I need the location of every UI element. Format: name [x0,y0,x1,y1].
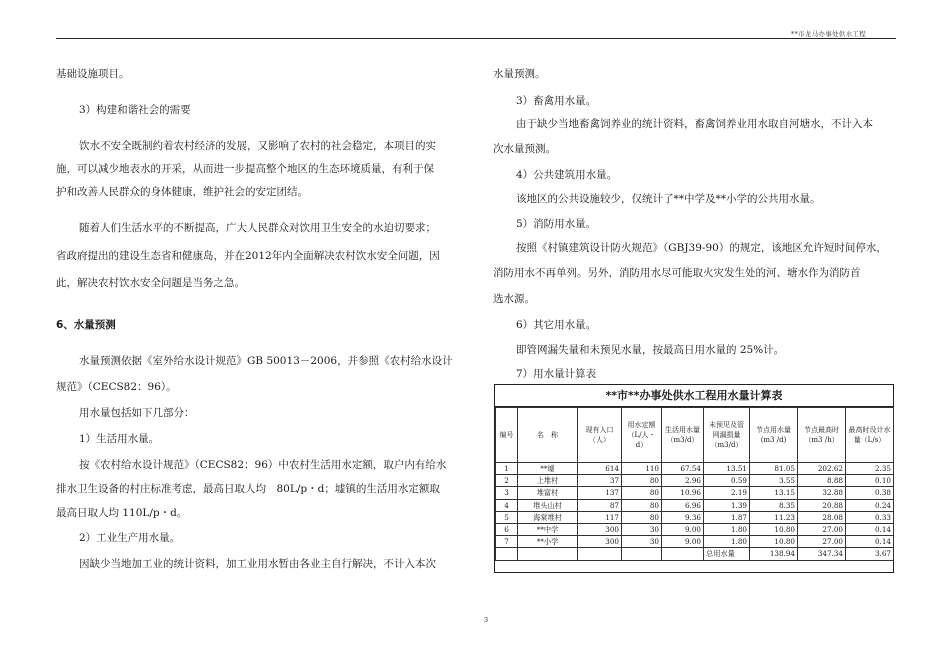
table-cell: 13.51 [704,463,750,475]
section-heading: 6、水量预测 [56,319,116,331]
table-row [496,487,894,499]
paragraph: 基础设施项目。 [56,68,130,80]
total-cell: 138.94 [750,548,798,560]
table-cell: 8.88 [798,475,846,487]
table-cell: 80 [622,499,662,511]
table-header-row [496,408,894,463]
table-cell: 0.38 [846,487,894,499]
table-cell: 32.88 [798,487,846,499]
paragraph: 此，解决农村饮水安全问题是当务之急。 [56,277,245,289]
table-cell: 81.05 [750,463,798,475]
table-cell: 0.33 [846,511,894,523]
table-title: **市**办事处供水工程用水量计算表 [495,385,893,407]
table-cell: **小学 [518,536,578,548]
table-cell: 海棠堆村 [518,511,578,523]
table-cell: 3 [496,487,518,499]
table-cell: 30 [622,536,662,548]
table-cell: 0.10 [846,475,894,487]
page-header: **市龙马办事处供水工程 [790,30,866,38]
table-cell: 5 [496,511,518,523]
table-cell: 300 [578,536,622,548]
table-row [496,523,894,535]
paragraph: 规范》（CECS82：96）。 [56,381,177,393]
paragraph: 因缺少当地加工业的统计资料，加工业用水暂由各业主自行解决，不计入本次 [79,558,436,570]
table-cell: 9.00 [662,523,704,535]
table-cell: 80 [622,475,662,487]
subheading: 5）消防用水量。 [516,218,597,230]
column-header: 现有人口（人） [578,408,622,463]
table-cell: 0.14 [846,536,894,548]
table-cell: 上堆村 [518,475,578,487]
total-cell: 3.67 [846,548,894,560]
table-cell: **中学 [518,523,578,535]
subheading: 7）用水量计算表 [516,368,597,380]
table-cell: 1.87 [704,511,750,523]
table-cell: 0.24 [846,499,894,511]
subheading: 3）畜禽用水量。 [516,95,597,107]
paragraph: 该地区的公共设施较少，仅统计了**中学及**小学的公共用水量。 [516,193,821,205]
paragraph: 选水源。 [493,293,535,305]
paragraph: 最高日取人均 110L/p・d。 [56,507,188,519]
table-row [496,536,894,548]
column-header: 名 称 [518,408,578,463]
table-cell: 80 [622,511,662,523]
column-header: 未预见及管网漏损量（m3/d） [704,408,750,463]
table-cell: 1 [496,463,518,475]
column-header: 最高时设计水量（L/s） [846,408,894,463]
table-cell: 10.96 [662,487,704,499]
paragraph: 施，可以减少地表水的开采，从而进一步提高整个地区的生态环境质量，有利于保 [56,163,434,175]
total-cell: 347.34 [798,548,846,560]
paragraph: 饮水不安全既制约着农村经济的发展，又影响了农村的社会稳定，本项目的实 [79,140,436,152]
water-usage-table [494,384,894,573]
table-cell: 614 [578,463,622,475]
table-cell: 110 [622,463,662,475]
table-cell: 1.80 [704,523,750,535]
total-label: 总用水量 [704,548,750,560]
table-cell: 28.08 [798,511,846,523]
paragraph: 按《农村给水设计规范》（CECS82：96）中农村生活用水定额，取户内有给水 [79,459,447,471]
column-header: 节点用水量(m3 /d) [750,408,798,463]
table-cell: 6.96 [662,499,704,511]
table-total-row [496,548,894,560]
table-cell: 堆富村 [518,487,578,499]
column-header: 编号 [496,408,518,463]
table-cell: 9.36 [662,511,704,523]
table-cell: 3.55 [750,475,798,487]
table-cell: 11.23 [750,511,798,523]
paragraph: 消防用水不再单列。另外，消防用水尽可能取火灾发生处的河、塘水作为消防首 [493,267,861,279]
paragraph: 由于缺少当地畜禽饲养业的统计资料，畜禽饲养业用水取自河塘水，不计入本 [516,118,873,130]
table-cell: **墟 [518,463,578,475]
table-cell: 0.59 [704,475,750,487]
table-row [496,499,894,511]
table-cell: 20.88 [798,499,846,511]
subheading: 3）构建和谐社会的需要 [79,104,191,116]
paragraph: 护和改善人民群众的身体健康，维护社会的安定团结。 [56,186,308,198]
table-cell: 9.00 [662,536,704,548]
table-cell: 10.80 [750,523,798,535]
column-header: 节点最高时（m3 /h） [798,408,846,463]
paragraph: 用水量包括如下几部分： [79,407,195,419]
table-row [496,463,894,475]
table-cell: 67.54 [662,463,704,475]
table-cell: 8.35 [750,499,798,511]
paragraph: 即管网漏失量和未预见水量，按最高日用水量的 25%计。 [516,344,785,356]
table-cell: 6 [496,523,518,535]
table-cell: 202.62 [798,463,846,475]
table-cell: 堆头山村 [518,499,578,511]
paragraph: 水量预测依据《室外给水设计规范》GB 50013－2006，并参照《农村给水设计 [79,355,453,367]
table-cell: 13.15 [750,487,798,499]
paragraph: 省政府提出的建设生态省和健康岛，并在2012年内全面解决农村饮水安全问题，因 [56,250,440,262]
table-cell: 1.39 [704,499,750,511]
subheading: 2）工业生产用水量。 [79,532,181,544]
header-rule [56,38,896,39]
table-cell: 300 [578,523,622,535]
page-number: 3 [484,616,489,624]
table-cell: 27.00 [798,536,846,548]
subheading: 1）生活用水量。 [79,433,160,445]
table-grid [495,407,894,561]
table-cell: 7 [496,536,518,548]
table-cell: 30 [622,523,662,535]
table-cell: 4 [496,499,518,511]
table-cell: 0.14 [846,523,894,535]
column-header: 用水定额（L/人・d） [622,408,662,463]
table-cell: 1.80 [704,536,750,548]
table-cell: 2.35 [846,463,894,475]
table-cell: 80 [622,487,662,499]
table-cell: 87 [578,499,622,511]
subheading: 4）公共建筑用水量。 [516,169,618,181]
table-cell: 2 [496,475,518,487]
table-cell: 117 [578,511,622,523]
column-header: 生活用水量（m3/d） [662,408,704,463]
table-row [496,475,894,487]
table-row [496,511,894,523]
paragraph: 随着人们生活水平的不断提高，广大人民群众对饮用卫生安全的水迫切要求； [79,222,436,234]
paragraph: 按照《村镇建筑设计防火规范》（GBJ39-90）的规定，该地区允许短时间停水， [516,242,887,254]
subheading: 6）其它用水量。 [516,319,597,331]
paragraph: 排水卫生设备的村庄标准考虑，最高日取人均 80L/p・d；墟镇的生活用水定额取 [56,483,440,495]
table-cell: 2.96 [662,475,704,487]
table-cell: 2.19 [704,487,750,499]
paragraph: 次水量预测。 [493,143,556,155]
table-cell: 27.00 [798,523,846,535]
table-cell: 37 [578,475,622,487]
paragraph: 水量预测。 [493,68,546,80]
table-cell: 137 [578,487,622,499]
table-cell: 10.80 [750,536,798,548]
